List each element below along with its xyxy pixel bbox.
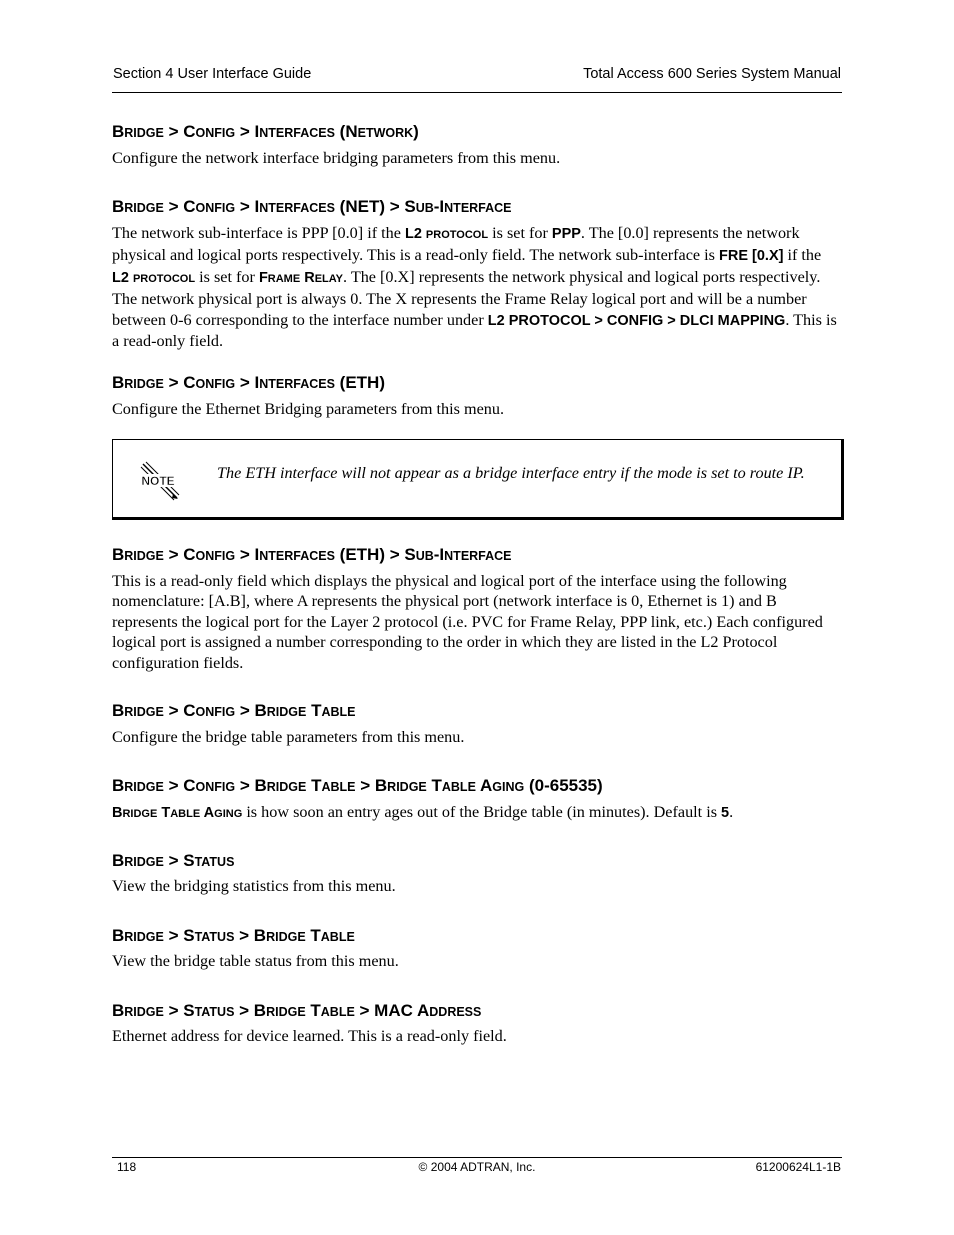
header-section-label: Section 4 User Interface Guide [113,66,312,82]
heading-interfaces-eth-subinterface: BRIDGE > CONFIG > INTERFACES (ETH) > SUB-INTERFACE [112,545,512,564]
body-interfaces-eth: Configure the Ethernet Bridging parameters from this menu. [112,400,504,418]
heading-interfaces-network: BRIDGE > CONFIG > INTERFACES (NETWORK) [112,122,419,141]
heading-bridge-status: BRIDGE > STATUS [112,851,235,870]
heading-bridge-table-aging: BRIDGE > CONFIG > BRIDGE TABLE > BRIDGE TABLE AGING (0-65535) [112,776,603,795]
heading-status-bridge-table: BRIDGE > STATUS > BRIDGE TABLE [112,926,355,945]
body-interfaces-eth-subinterface: This is a read-only field which displays the physical and logical port of the interface using the following nomenclature: [A.B], where A represents the physical port (network interface is 0, Ethernet is 1) and B represents the logical port for the Layer 2 protocol (i.e. PVC for Frame Relay, PPP link, etc.) Each configured logical port is assigned a number corresponding to the order in which they are listed in the L2 Protocol configuration fields. [112,572,823,672]
body-bridge-table-aging: BRIDGE TABLE AGING is how soon an entry ages out of the Bridge table (in minutes). Default is 5. [112,803,734,821]
footer-copyright: © 2004 ADTRAN, Inc. [418,1160,536,1174]
body-bridge-table: Configure the bridge table parameters from this menu. [112,728,465,746]
heading-interfaces-eth: BRIDGE > CONFIG > INTERFACES (ETH) [112,373,385,392]
heading-interfaces-net-subinterface: BRIDGE > CONFIG > INTERFACES (NET) > SUB-INTERFACE [112,197,512,216]
heading-bridge-table: BRIDGE > CONFIG > BRIDGE TABLE [112,701,356,720]
heading-mac-address: BRIDGE > STATUS > BRIDGE TABLE > MAC ADDRESS [112,1001,482,1020]
header-manual-title: Total Access 600 Series System Manual [583,66,841,82]
footer-divider [112,1157,842,1158]
svg-text:NOTE: NOTE [141,474,175,488]
body-interfaces-net-subinterface: The network sub-interface is PPP [0.0] if the L2 PROTOCOL is set for PPP. The [0.0] represents the network physical and logical ports respectively. This is a read-only field. The network sub-interface is FRE [0.X] if the L2 PROTOCOL is set for FRAME RELAY. The [0.X] represents the network physical and logical ports respectively. The network physical port is always 0. The X represents the Frame Relay logical port and will be a number between 0-6 corresponding to the interface number under L2 PROTOCOL > CONFIG > DLCI MAPPING. This is a read-only field. [112,224,837,351]
page-number: 118 [117,1160,137,1174]
body-mac-address: Ethernet address for device learned. This is a read-only field. [112,1027,507,1045]
footer-doc-number: 61200624L1-1B [755,1160,841,1174]
header-divider [112,92,842,93]
body-bridge-status: View the bridging statistics from this menu. [112,877,396,895]
note-text: The ETH interface will not appear as a bridge interface entry if the mode is set to route IP. [217,464,805,482]
note-box [112,439,844,520]
note-icon [137,458,181,502]
body-interfaces-network: Configure the network interface bridging parameters from this menu. [112,149,561,167]
body-status-bridge-table: View the bridge table status from this menu. [112,952,399,970]
